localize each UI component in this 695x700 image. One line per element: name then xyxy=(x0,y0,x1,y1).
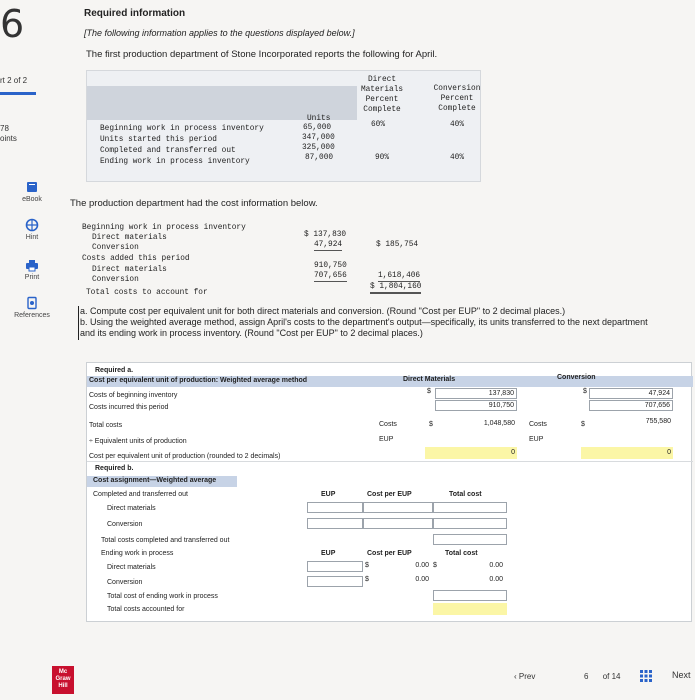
cost-value: 47,924 xyxy=(314,241,343,249)
ending-dm-total-value: 0.00 xyxy=(489,562,503,569)
costs-label: Costs xyxy=(379,421,397,428)
dollar-sign: $ xyxy=(583,388,587,395)
question-number: 6 xyxy=(0,2,25,46)
conv-col-header: Conversion xyxy=(557,374,596,381)
intro-text: The first production department of Stone Incorporated reports the following for April. xyxy=(86,49,438,60)
dm-header-line: Materials xyxy=(360,86,404,94)
dollar-sign: $ xyxy=(365,562,369,569)
eup-label: EUP xyxy=(379,436,394,443)
page-indicator[interactable] xyxy=(584,672,620,681)
dollar-sign: $ xyxy=(581,421,585,428)
references-label: References xyxy=(14,312,50,319)
row-eup: ÷ Equivalent units of production xyxy=(89,438,187,445)
cpe-col-header: Cost per EUP xyxy=(367,550,412,557)
row-ending-conv: Conversion xyxy=(107,579,143,586)
ebook-button[interactable] xyxy=(8,180,56,203)
cost-row-label: Direct materials xyxy=(92,234,167,242)
section-a-title: Cost per equivalent unit of production: Weighted average method xyxy=(89,377,308,384)
units-row-value: 65,000 xyxy=(303,124,332,132)
eup-label: EUP xyxy=(529,436,544,443)
completed-dm-eup-input[interactable] xyxy=(307,502,363,513)
ending-conv-cpe-value: 0.00 xyxy=(415,576,429,583)
dm-header xyxy=(356,75,408,115)
cost-row-label: Conversion xyxy=(92,276,139,284)
ending-conv-eup-input[interactable] xyxy=(307,576,363,587)
units-row-label: Completed and transferred out xyxy=(100,147,236,155)
cv-total-value: 755,580 xyxy=(645,418,671,425)
cv-begin-value: 47,924 xyxy=(648,390,670,397)
total-col-header: Total cost xyxy=(445,550,478,557)
row-total-completed: Total costs completed and transferred out xyxy=(101,537,230,544)
dm-header-line: Percent xyxy=(365,96,399,104)
cost-row-label: Direct materials xyxy=(92,266,167,274)
required-info-title: Required information xyxy=(84,8,186,19)
conv-pct-begin: 40% xyxy=(450,121,465,129)
ebook-label: eBook xyxy=(22,196,42,203)
row-completed-conv: Conversion xyxy=(107,521,143,528)
points-label: oints xyxy=(0,134,17,143)
conv-header xyxy=(428,84,486,114)
logo-line: Mc xyxy=(58,669,68,675)
dm-incurred-value: 910,750 xyxy=(488,402,514,409)
dm-col-header: Direct Materials xyxy=(403,376,456,383)
points-value: 78 xyxy=(0,124,9,133)
instruction-a: a. Compute cost per equivalent unit for both direct materials and conversion. (Round "Cost per EUP" to 2 decimal places.) xyxy=(80,306,566,316)
units-header: Units xyxy=(307,115,331,123)
logo-line: Hill xyxy=(58,683,68,689)
answer-worksheet xyxy=(86,362,692,622)
eup-col-header: EUP xyxy=(321,491,336,498)
dm-cpe-value: 0 xyxy=(511,449,515,456)
costs-label: Costs xyxy=(529,421,547,428)
total-completed-input[interactable] xyxy=(433,534,507,545)
dollar-sign: $ xyxy=(427,388,431,395)
conv-pct-end: 40% xyxy=(450,154,465,162)
section-a-header xyxy=(87,376,693,387)
units-row-label: Beginning work in process inventory xyxy=(100,125,264,133)
grid-icon[interactable] xyxy=(640,670,652,682)
units-row-value: 347,000 xyxy=(302,134,335,142)
cost-row-label: Costs added this period xyxy=(82,255,190,263)
cost-row-label: Conversion xyxy=(92,244,139,252)
dm-header-line: Complete xyxy=(363,106,401,114)
hint-label: Hint xyxy=(25,234,39,241)
instructions xyxy=(80,306,660,339)
row-total-ending: Total cost of ending work in process xyxy=(107,593,218,600)
logo-line: Graw xyxy=(55,676,71,682)
ending-dm-cpe-value: 0.00 xyxy=(415,562,429,569)
dollar-sign: $ xyxy=(433,562,437,569)
cost-subtotal: 1,618,406 xyxy=(378,272,421,280)
mcgraw-hill-logo xyxy=(52,666,74,694)
dm-pct-end: 90% xyxy=(375,154,390,162)
dm-cpe-field[interactable] xyxy=(425,447,517,459)
dm-header-line: Direct xyxy=(367,76,397,84)
hint-icon xyxy=(25,218,39,232)
eup-col-header: EUP xyxy=(321,550,336,557)
total-col-header: Total cost xyxy=(449,491,482,498)
completed-dm-cpe-input[interactable] xyxy=(363,502,433,513)
cv-incurred-value: 707,656 xyxy=(644,402,670,409)
required-a-label: Required a. xyxy=(95,367,134,374)
cost-row-label: Total costs to account for xyxy=(86,289,208,297)
cost-subtotal: $ 185,754 xyxy=(376,241,419,249)
page-current: 6 xyxy=(584,672,589,681)
print-label: Print xyxy=(24,274,40,281)
dm-begin-input[interactable] xyxy=(435,388,517,399)
page-of: of 14 xyxy=(602,672,621,681)
ending-dm-eup-input[interactable] xyxy=(307,561,363,572)
cost-info-text: The production department had the cost information below. xyxy=(70,198,318,209)
applies-note: [The following information applies to the questions displayed below.] xyxy=(84,28,355,38)
section-b-title: Cost assignment—Weighted average xyxy=(93,477,217,484)
row-ending-dm: Direct materials xyxy=(107,564,156,571)
completed-conv-eup-input[interactable] xyxy=(307,518,363,529)
total-accounted-field[interactable] xyxy=(433,603,507,615)
text-cursor xyxy=(78,306,79,340)
divider xyxy=(87,461,693,462)
total-costs-value: $ 1,804,160 xyxy=(370,282,421,294)
row-total-accounted: Total costs accounted for xyxy=(107,606,185,613)
printer-icon xyxy=(25,258,39,272)
row-begin-costs: Costs of beginning inventory xyxy=(89,392,178,399)
required-b-label: Required b. xyxy=(95,465,134,472)
hint-button[interactable] xyxy=(8,218,56,241)
row-completed-dm: Direct materials xyxy=(107,505,156,512)
conv-header-line: Conversion xyxy=(433,85,481,93)
ending-conv-total-value: 0.00 xyxy=(489,576,503,583)
dm-total-value: 1,048,580 xyxy=(483,420,515,427)
cost-value: $ 137,830 xyxy=(304,231,347,239)
completed-conv-total-input[interactable] xyxy=(433,518,507,529)
points xyxy=(0,124,17,144)
units-row-value: 325,000 xyxy=(302,144,335,152)
dm-begin-value: 137,830 xyxy=(488,390,514,397)
units-row-value: 87,000 xyxy=(305,154,334,162)
prev-button[interactable] xyxy=(514,672,535,681)
cv-cpe-field[interactable] xyxy=(581,447,673,459)
cv-cpe-value: 0 xyxy=(667,449,671,456)
completed-conv-cpe-input[interactable] xyxy=(363,518,433,529)
chevron-left-icon: ‹ xyxy=(514,672,519,681)
dollar-sign: $ xyxy=(365,576,369,583)
references-button[interactable] xyxy=(8,296,56,319)
dm-pct-begin: 60% xyxy=(371,121,386,129)
units-row-label: Ending work in process inventory xyxy=(100,158,250,166)
part-indicator: rt 2 of 2 xyxy=(0,76,28,85)
row-ending: Ending work in process xyxy=(101,550,174,557)
next-button[interactable]: Next xyxy=(672,670,691,680)
row-completed: Completed and transferred out xyxy=(93,491,188,498)
conv-header-line: Complete xyxy=(438,105,476,113)
cv-incurred-input[interactable] xyxy=(589,400,673,411)
prev-label: Prev xyxy=(518,672,536,681)
total-ending-input[interactable] xyxy=(433,590,507,601)
row-total-costs: Total costs xyxy=(89,422,123,429)
section-b-header xyxy=(87,476,237,487)
conv-header-line: Percent xyxy=(440,95,474,103)
dm-incurred-input[interactable] xyxy=(435,400,517,411)
part-progress-bar xyxy=(0,92,36,95)
cost-value: 707,656 xyxy=(314,272,347,280)
dollar-sign: $ xyxy=(429,421,433,428)
units-row-label: Units started this period xyxy=(100,136,217,144)
print-button[interactable] xyxy=(8,258,56,281)
instruction-b: b. Using the weighted average method, assign April's costs to the department's output—specifically, its units transferred to the next department and its ending work in process inventory. (Round "Cost per EUP" to 2 decimal places.) xyxy=(80,317,648,338)
row-cost-per-eup: Cost per equivalent unit of production (rounded to 2 decimals) xyxy=(89,453,281,460)
cv-begin-input[interactable] xyxy=(589,388,673,399)
cost-row-label: Beginning work in process inventory xyxy=(82,224,246,232)
cost-value: 910,750 xyxy=(314,262,347,270)
completed-dm-total-input[interactable] xyxy=(433,502,507,513)
references-icon xyxy=(25,296,39,310)
row-incurred-costs: Costs incurred this period xyxy=(89,404,169,411)
book-icon xyxy=(25,180,39,194)
cpe-col-header: Cost per EUP xyxy=(367,491,412,498)
